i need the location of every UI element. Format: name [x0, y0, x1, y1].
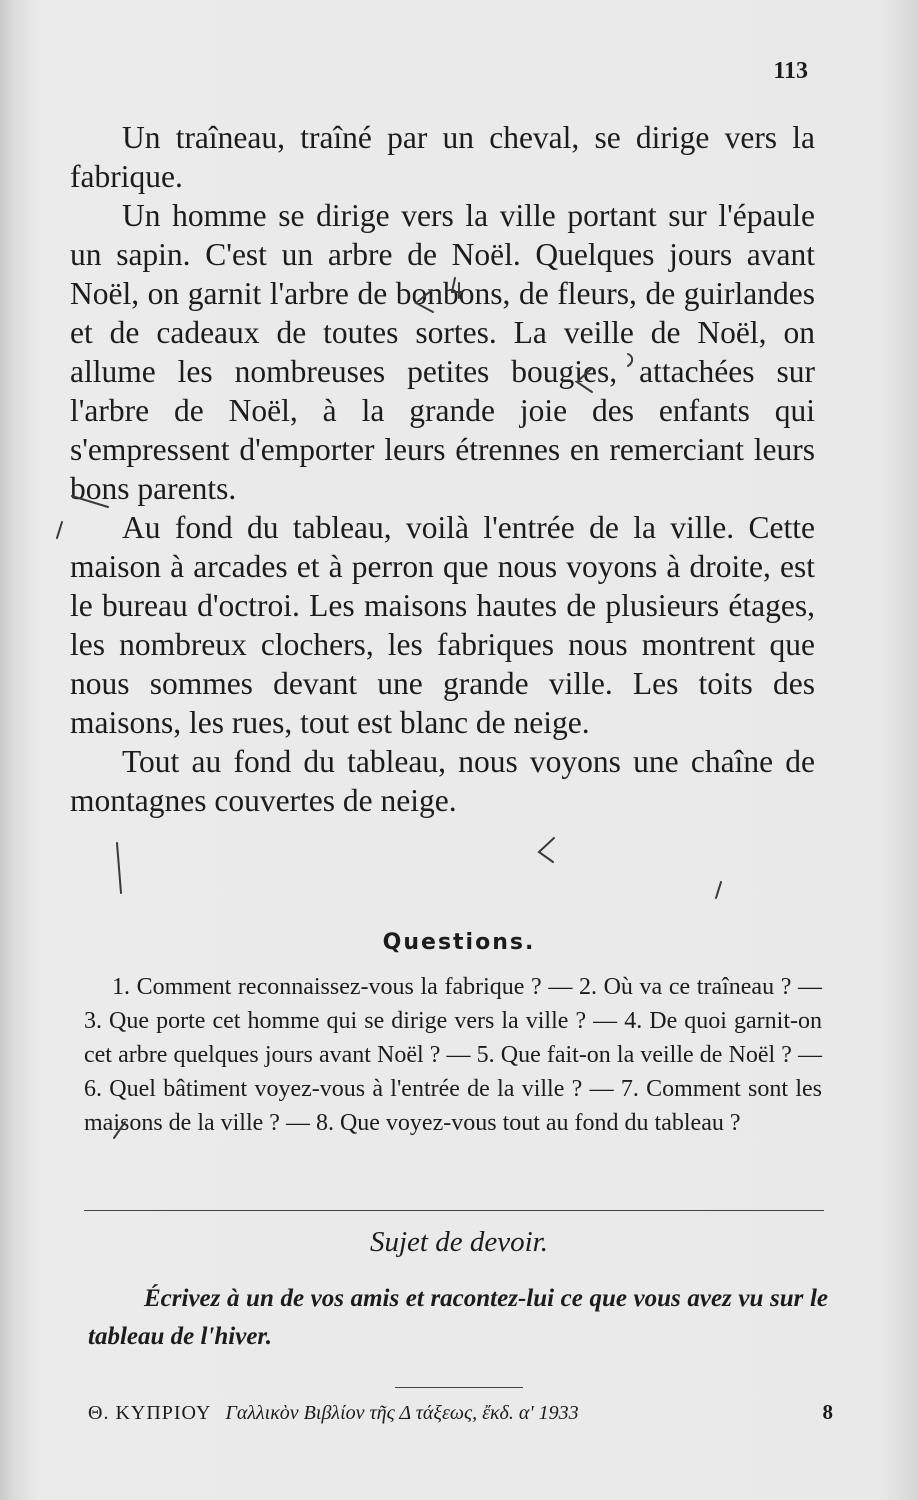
questions-paragraph: 1. Comment reconnaissez-vous la fabrique ? — 2. Où va ce traîneau ? — 3. Que porte cet homme qui se dirige vers la ville ? — 4. De quoi garnit-on cet arbre quelques jours avant Noël ? — 5. Que fait-on la veille de Noël ? — 6. Quel bâtiment voyez-vous à l'entrée de la ville ? — 7. Comment sont les maisons de la ville ? — 8. Que voyez-vous tout au fond du tableau ? — [84, 974, 822, 1136]
footer — [88, 1400, 833, 1425]
footer-book-title: Γαλλικὸν Βιβλίον τῆς Δ τάξεως, ἔκδ. α' 1933 — [225, 1402, 579, 1424]
footer-publisher: Θ. ΚΥΠΡΙΟΥ — [88, 1402, 212, 1424]
pencil-margin-mark — [117, 843, 121, 893]
paragraph: Un homme se dirige vers la ville portant sur l'épaule un sapin. C'est un arbre de Noël. Quelques jours avant Noël, on garnit l'arbre de bonbons, de fleurs, de guirlandes et de cadeaux de toutes sortes. La veille de Noël, on allume les nombreuses petites bougies, attachées sur l'arbre de Noël, à la grande joie des enfants qui s'empressent d'emporter leurs étrennes en remerciant leurs bons parents. — [70, 198, 815, 506]
pencil-margin-mark — [57, 522, 62, 538]
pencil-end-mark — [716, 882, 721, 898]
devoir-paragraph: Écrivez à un de vos amis et racontez-lui ce que vous avez vu sur le tableau de l'hiver. — [88, 1285, 828, 1350]
pencil-bracket-mark — [539, 838, 554, 862]
footer-sheet-number: 8 — [822, 1400, 833, 1424]
footer-divider — [395, 1387, 523, 1388]
devoir-title: Sujet de devoir. — [370, 1226, 548, 1258]
paragraph: Un traîneau, traîné par un cheval, se dirige vers la fabrique. — [70, 120, 815, 194]
questions-heading: Questions. — [382, 930, 536, 955]
page-number: 113 — [773, 58, 808, 84]
paragraph: Au fond du tableau, voilà l'entrée de la ville. Cette maison à arcades et à perron que nous voyons à droite, est le bureau d'octroi. Les maisons hautes de plusieurs étages, les nombreux clochers, les fabriques nous montrent que nous sommes devant une grande ville. Les toits des maisons, les rues, tout est blanc de neige. — [70, 510, 815, 740]
body-text — [70, 118, 815, 820]
devoir-text — [88, 1280, 828, 1356]
questions-text — [84, 970, 822, 1140]
divider — [84, 1210, 824, 1211]
paragraph: Tout au fond du tableau, nous voyons une chaîne de montagnes couvertes de neige. — [70, 744, 815, 818]
